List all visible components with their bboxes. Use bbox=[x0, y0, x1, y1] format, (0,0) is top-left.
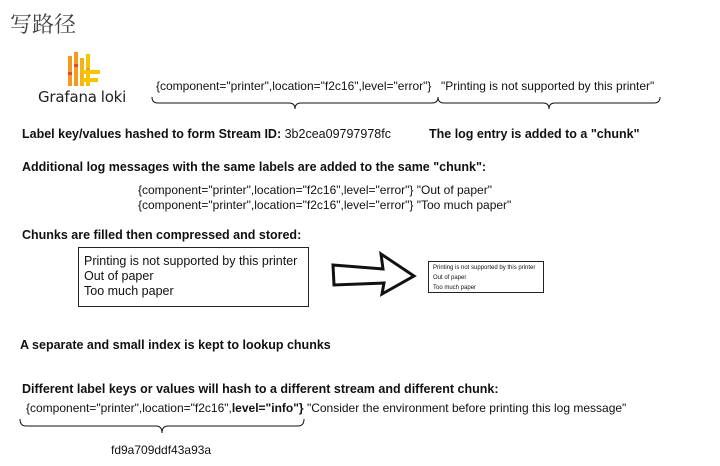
compressed-chunk-line: Printing is not supported by this printer bbox=[433, 265, 536, 271]
line2-message: "Too much paper" bbox=[416, 198, 512, 212]
row1-labels: {component="printer",location="f2c16",level="error"} bbox=[156, 79, 432, 93]
line2-labels: {component="printer",location="f2c16",level="error"} bbox=[138, 198, 414, 212]
line1-message: "Out of paper" bbox=[416, 183, 492, 197]
logo-word-grafana: Grafana bbox=[38, 88, 97, 106]
grafana-loki-logo bbox=[38, 50, 168, 108]
different-labels-prefix: {component="printer",location="f2c16", bbox=[26, 401, 232, 415]
compress-arrow-icon bbox=[331, 251, 417, 297]
logo-word-loki: loki bbox=[100, 88, 127, 106]
chunks-heading: Chunks are filled then compressed and stored: bbox=[22, 228, 302, 242]
bracket-labels bbox=[150, 96, 440, 110]
chunk-box-compressed bbox=[428, 261, 544, 293]
stream-id-line bbox=[22, 127, 391, 141]
chunk-line: Printing is not supported by this printer bbox=[84, 254, 298, 268]
compressed-chunk-line: Too much paper bbox=[433, 285, 477, 291]
page-title: 写路径 bbox=[10, 13, 77, 38]
loki-bars-icon bbox=[38, 50, 168, 90]
same-labels-line-2 bbox=[138, 198, 511, 212]
different-hash: fd9a709ddf43a93a bbox=[111, 443, 212, 457]
line1-labels: {component="printer",location="f2c16",level="error"} bbox=[138, 183, 414, 197]
logo-wordmark bbox=[38, 88, 126, 106]
different-message: "Consider the environment before printing this log message" bbox=[306, 401, 627, 415]
index-note: A separate and small index is kept to lookup chunks bbox=[20, 338, 331, 352]
stream-id-value: 3b2cea09797978fc bbox=[284, 127, 391, 141]
same-labels-line-1 bbox=[138, 183, 492, 197]
same-labels-heading: Additional log messages with the same labels are added to the same "chunk": bbox=[22, 160, 487, 174]
different-line bbox=[26, 401, 626, 415]
chunk-line: Out of paper bbox=[84, 269, 154, 283]
chunk-note: The log entry is added to a "chunk" bbox=[429, 127, 640, 141]
chunk-box-uncompressed bbox=[78, 247, 309, 307]
compressed-chunk-line: Out of paper bbox=[433, 275, 467, 281]
row1-message: "Printing is not supported by this printer" bbox=[441, 79, 655, 93]
different-labels-bold: level="info"} bbox=[231, 401, 304, 415]
bracket-message bbox=[436, 96, 662, 110]
different-heading: Different label keys or values will hash to a different stream and different chunk: bbox=[22, 382, 499, 396]
bracket-different-labels bbox=[18, 418, 308, 434]
chunk-line: Too much paper bbox=[84, 284, 174, 298]
stream-id-label: Label key/values hashed to form Stream ID: bbox=[22, 127, 282, 141]
